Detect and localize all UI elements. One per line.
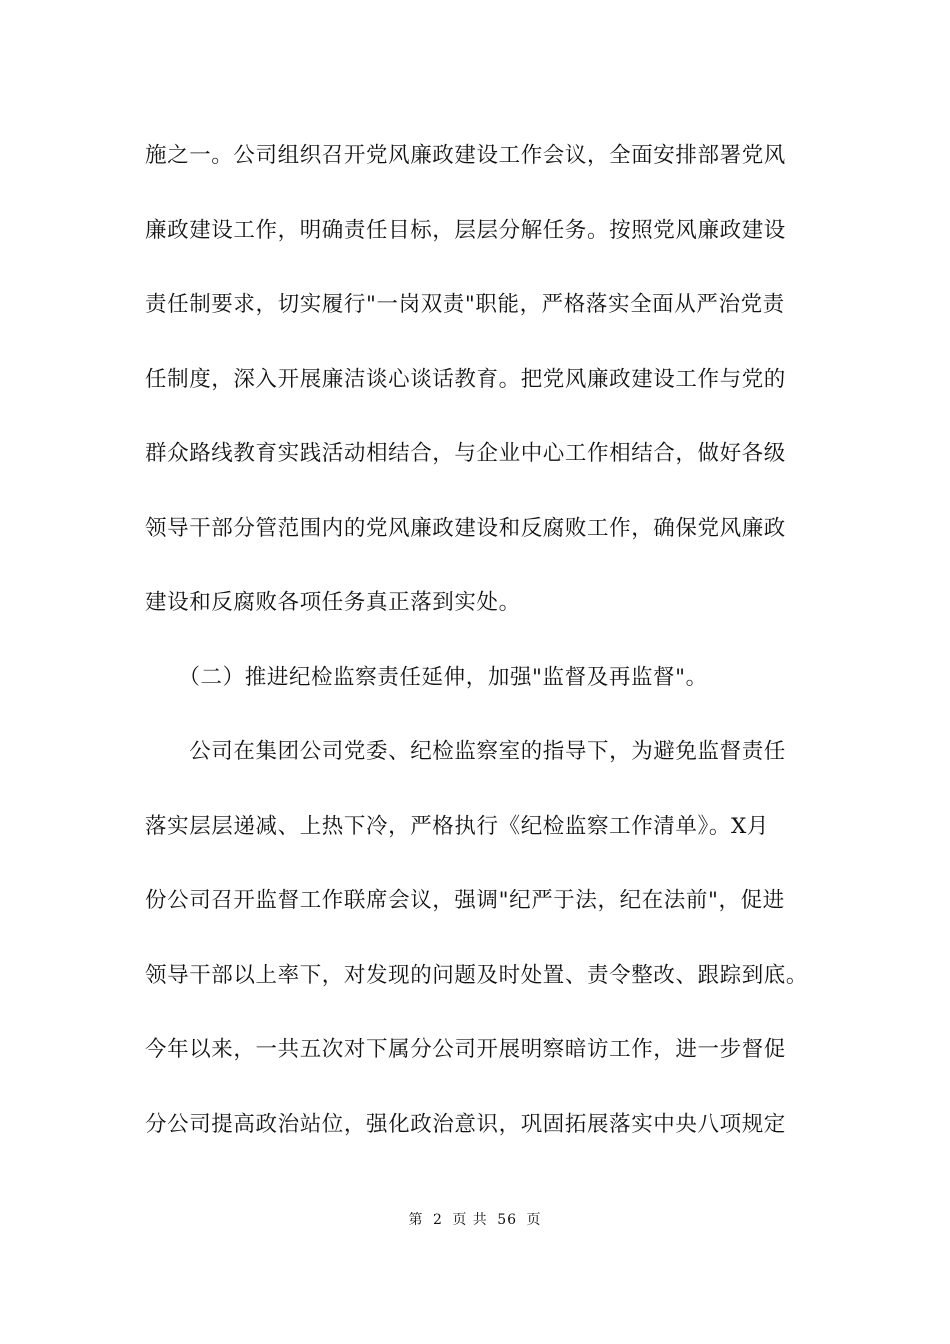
footer-prefix: 第 <box>408 1212 424 1228</box>
text-line: 今年以来，一共五次对下属分公司开展明察暗访工作，进一步督促 <box>145 1037 786 1062</box>
text-line: 分公司提高政治站位，强化政治意识，巩固拓展落实中央八项规定 <box>145 1111 786 1137</box>
text-line: 落实层层递减、上热下冷，严格执行《纪检监察工作清单》。X月 <box>145 813 769 839</box>
section-heading: （二）推进纪检监察责任延伸，加强"监督及再监督"。 <box>145 664 708 690</box>
text-line: 领导干部分管范围内的党风廉政建设和反腐败工作，确保党风廉政 <box>145 515 786 541</box>
footer-suffix: 页 <box>526 1212 542 1228</box>
page-number-footer <box>0 1209 950 1229</box>
footer-total-pages: 56 <box>497 1212 518 1228</box>
text-line: 领导干部以上率下，对发现的问题及时处置、责令整改、跟踪到底。 <box>145 962 809 988</box>
text-line: 建设和反腐败各项任务真正落到实处。 <box>145 590 521 615</box>
footer-middle: 页 共 <box>452 1212 488 1228</box>
text-line: 任制度，深入开展廉洁谈心谈话教育。把党风廉政建设工作与党的 <box>145 366 786 392</box>
text-line: 群众路线教育实践活动相结合，与企业中心工作相结合，做好各级 <box>145 441 786 466</box>
text-line: 施之一。公司组织召开党风廉政建设工作会议，全面安排部署党风 <box>145 143 786 168</box>
text-line: 公司在集团公司党委、纪检监察室的指导下，为避免监督责任 <box>145 739 786 764</box>
body-text <box>145 134 845 1177</box>
text-line: 份公司召开监督工作联席会议，强调"纪严于法，纪在法前"，促进 <box>145 888 785 913</box>
text-line: 廉政建设工作，明确责任目标，层层分解任务。按照党风廉政建设 <box>145 217 786 243</box>
footer-current-page: 2 <box>432 1212 443 1228</box>
text-line: 责任制要求，切实履行"一岗双责"职能，严格落实全面从严治党责 <box>145 292 785 317</box>
